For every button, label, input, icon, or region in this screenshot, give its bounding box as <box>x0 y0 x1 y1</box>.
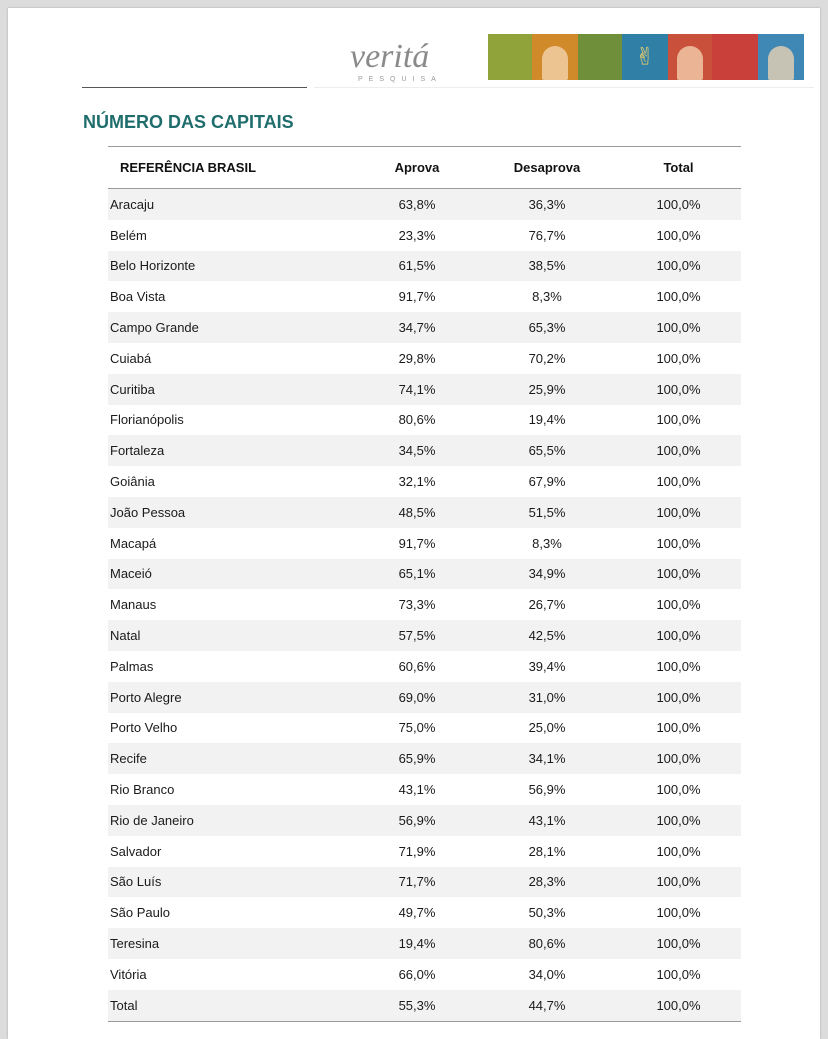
aprova-cell: 34,7% <box>398 320 436 336</box>
total-cell: 100,0% <box>656 966 701 982</box>
desaprova-cell: 31,0% <box>528 689 566 705</box>
total-cell: 100,0% <box>656 566 701 582</box>
total-cell: 100,0% <box>656 689 701 705</box>
desaprova-cell: 36,3% <box>528 196 566 212</box>
table-row <box>108 651 741 682</box>
total-cell: 100,0% <box>656 350 701 366</box>
aprova-cell: 63,8% <box>398 196 436 212</box>
city-name: Manaus <box>110 597 157 613</box>
desaprova-cell: 67,9% <box>528 474 566 490</box>
header-photo-banner <box>488 34 804 80</box>
document-page <box>8 8 820 1039</box>
header-desaprova: Desaprova <box>513 160 581 175</box>
person-photo-icon <box>677 46 703 80</box>
aprova-cell: 49,7% <box>398 905 436 921</box>
city-name: Porto Velho <box>110 720 178 736</box>
total-cell: 100,0% <box>656 628 701 644</box>
table-row <box>108 497 741 528</box>
total-cell: 100,0% <box>656 905 701 921</box>
table-row <box>108 836 741 867</box>
city-name: Palmas <box>110 658 154 674</box>
table-row <box>108 189 741 220</box>
header-rule <box>82 87 307 88</box>
aprova-cell: 57,5% <box>398 628 436 644</box>
aprova-cell: 61,5% <box>398 258 436 274</box>
city-name: Belém <box>110 227 147 243</box>
table-row <box>108 682 741 713</box>
aprova-cell: 65,9% <box>398 751 436 767</box>
total-cell: 100,0% <box>656 535 701 551</box>
aprova-cell: 29,8% <box>398 350 436 366</box>
banner-segment <box>668 34 712 80</box>
table-row <box>108 928 741 959</box>
table-row <box>108 435 741 466</box>
table-row <box>108 713 741 744</box>
desaprova-cell: 51,5% <box>528 504 566 520</box>
desaprova-cell: 8,3% <box>532 289 562 305</box>
table-total-row <box>108 990 741 1022</box>
desaprova-cell: 43,1% <box>528 812 566 828</box>
table-row <box>108 281 741 312</box>
aprova-cell: 71,9% <box>398 843 436 859</box>
desaprova-cell: 50,3% <box>528 905 566 921</box>
city-name: Maceió <box>110 566 152 582</box>
aprova-cell: 91,7% <box>398 535 436 551</box>
desaprova-cell: 26,7% <box>528 597 566 613</box>
table-row <box>108 251 741 282</box>
banner-segment <box>758 34 804 80</box>
aprova-cell: 23,3% <box>398 227 436 243</box>
table-body <box>108 189 741 1022</box>
desaprova-cell: 76,7% <box>528 227 566 243</box>
table-row <box>108 589 741 620</box>
desaprova-cell: 38,5% <box>528 258 566 274</box>
city-name: Goiânia <box>110 474 155 490</box>
aprova-cell: 71,7% <box>398 874 436 890</box>
victory-hand-icon: ✌ <box>634 43 656 71</box>
city-name: Porto Alegre <box>110 689 182 705</box>
city-name: Curitiba <box>110 381 155 397</box>
city-name: Natal <box>110 628 141 644</box>
aprova-cell: 55,3% <box>398 997 436 1013</box>
total-cell: 100,0% <box>656 597 701 613</box>
desaprova-cell: 28,1% <box>528 843 566 859</box>
aprova-cell: 75,0% <box>398 720 436 736</box>
total-cell: 100,0% <box>656 720 701 736</box>
total-cell: 100,0% <box>656 381 701 397</box>
desaprova-cell: 34,0% <box>528 966 566 982</box>
table-row <box>108 343 741 374</box>
total-cell: 100,0% <box>656 258 701 274</box>
desaprova-cell: 34,9% <box>528 566 566 582</box>
aprova-cell: 60,6% <box>398 658 436 674</box>
aprova-cell: 43,1% <box>398 782 436 798</box>
table-row <box>108 805 741 836</box>
desaprova-cell: 44,7% <box>528 997 566 1013</box>
table-row <box>108 620 741 651</box>
total-cell: 100,0% <box>656 227 701 243</box>
city-name: Florianópolis <box>110 412 184 428</box>
total-cell: 100,0% <box>656 751 701 767</box>
city-name: Macapá <box>110 535 157 551</box>
aprova-cell: 80,6% <box>398 412 436 428</box>
logo-wordmark: veritá <box>350 38 430 75</box>
city-name: Boa Vista <box>110 289 166 305</box>
person-photo-icon <box>768 46 794 80</box>
total-cell: 100,0% <box>656 997 701 1013</box>
banner-segment <box>532 34 578 80</box>
total-cell: 100,0% <box>656 412 701 428</box>
desaprova-cell: 34,1% <box>528 751 566 767</box>
table-row <box>108 528 741 559</box>
city-name: Campo Grande <box>110 320 199 336</box>
results-table <box>108 146 741 1022</box>
banner-segment <box>712 34 758 80</box>
total-cell: 100,0% <box>656 936 701 952</box>
total-cell: 100,0% <box>656 874 701 890</box>
desaprova-cell: 19,4% <box>528 412 566 428</box>
aprova-cell: 34,5% <box>398 443 436 459</box>
city-name: Rio Branco <box>110 782 175 798</box>
desaprova-cell: 80,6% <box>528 936 566 952</box>
banner-segment <box>622 34 668 80</box>
aprova-cell: 56,9% <box>398 812 436 828</box>
total-cell: 100,0% <box>656 289 701 305</box>
table-row <box>108 897 741 928</box>
total-cell: 100,0% <box>656 474 701 490</box>
total-cell: 100,0% <box>656 782 701 798</box>
desaprova-cell: 65,5% <box>528 443 566 459</box>
city-name: Fortaleza <box>110 443 165 459</box>
city-name: Belo Horizonte <box>110 258 196 274</box>
aprova-cell: 69,0% <box>398 689 436 705</box>
city-name: João Pessoa <box>110 504 186 520</box>
desaprova-cell: 28,3% <box>528 874 566 890</box>
desaprova-cell: 25,9% <box>528 381 566 397</box>
aprova-cell: 32,1% <box>398 474 436 490</box>
city-name: Total <box>110 997 138 1013</box>
aprova-cell: 91,7% <box>398 289 436 305</box>
aprova-cell: 74,1% <box>398 381 436 397</box>
aprova-cell: 48,5% <box>398 504 436 520</box>
total-cell: 100,0% <box>656 443 701 459</box>
total-cell: 100,0% <box>656 504 701 520</box>
city-name: Cuiabá <box>110 350 152 366</box>
total-cell: 100,0% <box>656 320 701 336</box>
table-row <box>108 774 741 805</box>
total-cell: 100,0% <box>656 658 701 674</box>
table-row <box>108 959 741 990</box>
header-reference: REFERÊNCIA BRASIL <box>120 160 257 175</box>
aprova-cell: 73,3% <box>398 597 436 613</box>
table-row <box>108 220 741 251</box>
city-name: Recife <box>110 751 147 767</box>
verita-logo <box>348 38 458 90</box>
city-name: Teresina <box>110 936 160 952</box>
table-row <box>108 405 741 436</box>
banner-segment <box>488 34 532 80</box>
total-cell: 100,0% <box>656 843 701 859</box>
desaprova-cell: 42,5% <box>528 628 566 644</box>
table-row <box>108 559 741 590</box>
city-name: Aracaju <box>110 196 155 212</box>
city-name: São Luís <box>110 874 162 890</box>
city-name: Vitória <box>110 966 147 982</box>
total-cell: 100,0% <box>656 196 701 212</box>
table-row <box>108 743 741 774</box>
desaprova-cell: 65,3% <box>528 320 566 336</box>
total-cell: 100,0% <box>656 812 701 828</box>
city-name: Rio de Janeiro <box>110 812 194 828</box>
city-name: Salvador <box>110 843 162 859</box>
table-row <box>108 374 741 405</box>
aprova-cell: 19,4% <box>398 936 436 952</box>
table-row <box>108 867 741 898</box>
header-aprova: Aprova <box>394 160 440 175</box>
desaprova-cell: 70,2% <box>528 350 566 366</box>
page-title: NÚMERO DAS CAPITAIS <box>83 112 294 132</box>
table-row <box>108 466 741 497</box>
city-name: São Paulo <box>110 905 170 921</box>
desaprova-cell: 39,4% <box>528 658 566 674</box>
logo-tagline: PESQUISA <box>358 76 442 83</box>
desaprova-cell: 8,3% <box>532 535 562 551</box>
aprova-cell: 66,0% <box>398 966 436 982</box>
aprova-cell: 65,1% <box>398 566 436 582</box>
header-total: Total <box>663 160 694 175</box>
table-header <box>108 146 741 189</box>
desaprova-cell: 56,9% <box>528 782 566 798</box>
table-row <box>108 312 741 343</box>
person-photo-icon <box>542 46 568 80</box>
desaprova-cell: 25,0% <box>528 720 566 736</box>
banner-segment <box>578 34 622 80</box>
